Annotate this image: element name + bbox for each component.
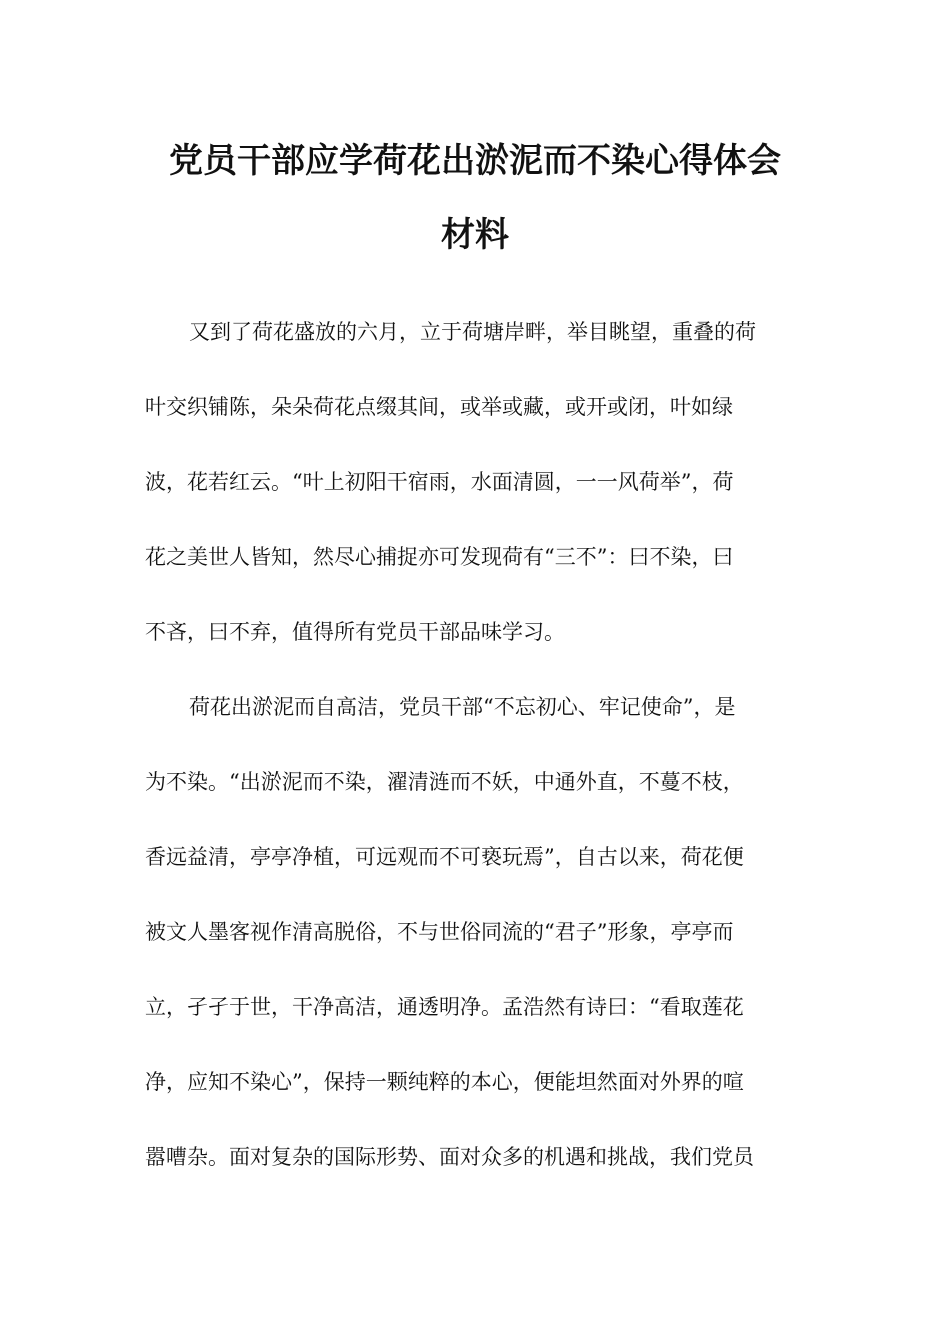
paragraph-line: 又到了荷花盛放的六月，立于荷塘岸畔，举目眺望，重叠的荷	[189, 320, 756, 344]
paragraph-2	[145, 675, 805, 1200]
paragraph-line: 嚣嘈杂。面对复杂的国际形势、面对众多的机遇和挑战，我们党员	[145, 1145, 754, 1169]
paragraph-line: 被文人墨客视作清高脱俗，不与世俗同流的“君子”形象，亭亭而	[145, 920, 734, 944]
paragraph-line: 立，孑孑于世，干净高洁，通透明净。孟浩然有诗曰：“看取莲花	[145, 995, 744, 1019]
paragraph-line: 荷花出淤泥而自高洁，党员干部“不忘初心、牢记使命”，是	[189, 695, 736, 719]
title-line-2: 材料	[441, 215, 509, 255]
paragraph-1	[145, 300, 805, 675]
paragraph-line: 净，应知不染心”，保持一颗纯粹的本心，便能坦然面对外界的喧	[145, 1070, 744, 1094]
title-line-1: 党员干部应学荷花出淤泥而不染心得体会	[169, 141, 781, 181]
paragraph-line: 香远益清，亭亭净植，可远观而不可亵玩焉”，自古以来，荷花便	[145, 845, 744, 869]
document-title	[150, 124, 800, 272]
paragraph-line: 波，花若红云。“叶上初阳干宿雨，水面清圆，一一风荷举”，荷	[145, 470, 734, 494]
paragraph-line: 花之美世人皆知，然尽心捕捉亦可发现荷有“三不”：曰不染，曰	[145, 545, 734, 569]
paragraph-line: 叶交织铺陈，朵朵荷花点缀其间，或举或藏，或开或闭，叶如绿	[145, 395, 733, 419]
paragraph-line: 为不染。“出淤泥而不染，濯清涟而不妖，中通外直，不蔓不枝，	[145, 770, 744, 794]
paragraph-line: 不吝，曰不弃，值得所有党员干部品味学习。	[145, 620, 565, 644]
document-body	[145, 300, 805, 1200]
